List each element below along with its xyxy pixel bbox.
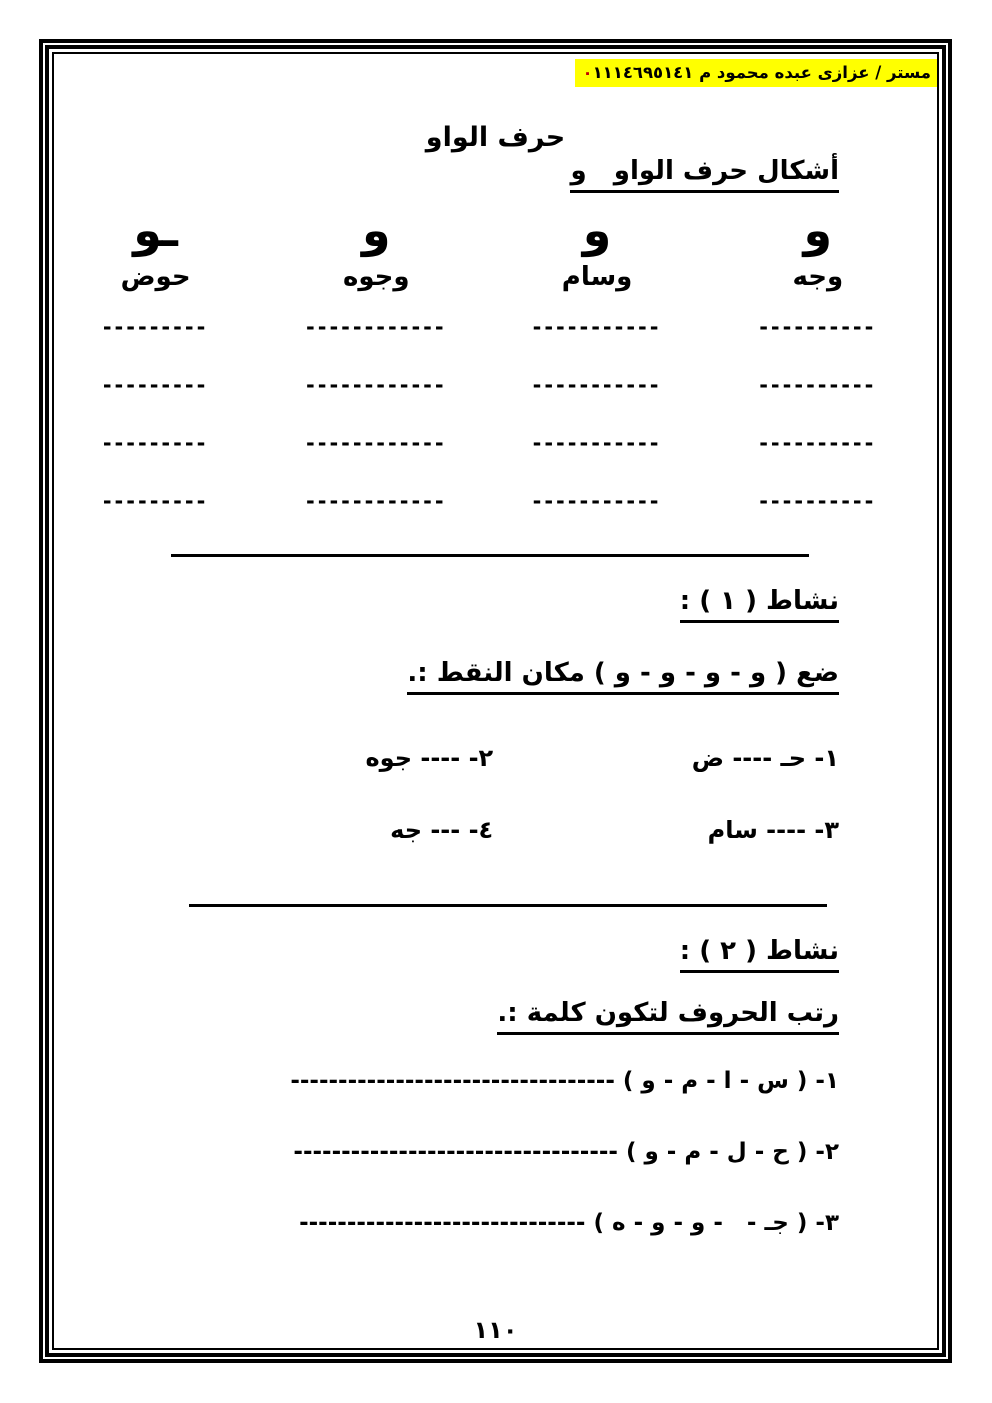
activity1-item: ٤- --- جه [390, 816, 494, 844]
practice-line: ----------- [532, 373, 662, 397]
page-number: ١١٠ [473, 1316, 518, 1344]
practice-line: ---------- [759, 315, 877, 339]
example-word: حوض [120, 262, 191, 292]
practice-line-row [54, 488, 937, 514]
activity2-item-letters: ٣- ( جـ - - و - و - ه ) [593, 1210, 839, 1236]
letter-form: ـو [133, 203, 178, 257]
practice-line: ----------- [532, 489, 662, 513]
example-words-row [54, 258, 937, 296]
practice-line: ------------ [306, 315, 447, 339]
practice-line: ------------ [306, 489, 447, 513]
practice-line: ---------- [759, 489, 877, 513]
practice-line: ---------- [759, 431, 877, 455]
letter-forms-section [54, 202, 937, 514]
teacher-header [54, 59, 937, 87]
practice-line: --------- [102, 489, 209, 513]
activity2-answer-line: ---------------------------------- [293, 1139, 618, 1165]
activity1-heading-text: نشاط ( ١ ) : [680, 586, 839, 623]
practice-line-row [54, 430, 937, 456]
example-word: وجه [792, 262, 844, 292]
practice-line-row [54, 372, 937, 398]
activity2-item-letters: ٢- ( ح - ل - م - و ) [625, 1139, 839, 1165]
activity1-heading [680, 586, 839, 623]
letter-forms-row [54, 202, 937, 258]
example-word: وجوه [343, 262, 410, 292]
page-content [54, 54, 937, 1348]
teacher-name: مستر / عزازى عبده محمود م [699, 63, 931, 82]
page-border-middle [45, 45, 946, 1357]
teacher-header-highlight [575, 59, 937, 87]
practice-line: ------------ [306, 431, 447, 455]
practice-line: ---------- [759, 373, 877, 397]
activity2-heading-text: نشاط ( ٢ ) : [680, 936, 839, 973]
activity2-item [114, 1064, 839, 1098]
activity2-item [114, 1135, 839, 1169]
activity2-instruction-text: رتب الحروف لتكون كلمة :. [497, 998, 839, 1035]
phone-number: ١١١٤٦٩٥١٤١ [592, 63, 694, 82]
example-word: وسام [561, 262, 633, 292]
practice-line: --------- [102, 315, 209, 339]
phone-lead-digit: ٠ [582, 63, 593, 82]
letter-form: و [362, 203, 391, 257]
activity1-instruction-text: ضع ( و - و - و - و ) مكان النقط :. [407, 658, 839, 695]
activity2-heading [680, 936, 839, 973]
activity2-item-letters: ١- ( س - ا - م - و ) [622, 1068, 839, 1094]
practice-line: ----------- [532, 431, 662, 455]
activity1-item: ٣- ---- سام [707, 816, 839, 844]
page-border-outer [39, 39, 952, 1363]
activity1-instruction [407, 658, 839, 695]
practice-line: ------------ [306, 373, 447, 397]
activity1-item: ٢- ---- جوه [365, 744, 494, 772]
activity1-item: ١- حـ ---- ض [691, 744, 839, 772]
page-title: حرف الواو [425, 122, 566, 153]
letter-form: و [582, 203, 612, 257]
letter-form: و [803, 203, 833, 257]
activity2-items [114, 1064, 839, 1277]
practice-line-row [54, 314, 937, 340]
practice-line: --------- [102, 373, 209, 397]
activity1-items [174, 736, 839, 852]
activity2-answer-line: ------------------------------ [299, 1210, 586, 1236]
practice-line: ----------- [532, 315, 662, 339]
section-divider [171, 554, 809, 557]
practice-line: --------- [102, 431, 209, 455]
shapes-heading-text: أشكال حرف الواو و [570, 156, 839, 193]
activity2-item [114, 1206, 839, 1240]
page-border-inner [52, 52, 939, 1350]
activity2-instruction [497, 998, 839, 1035]
shapes-heading [570, 156, 839, 193]
activity2-answer-line: ---------------------------------- [290, 1068, 615, 1094]
section-divider [189, 904, 827, 907]
